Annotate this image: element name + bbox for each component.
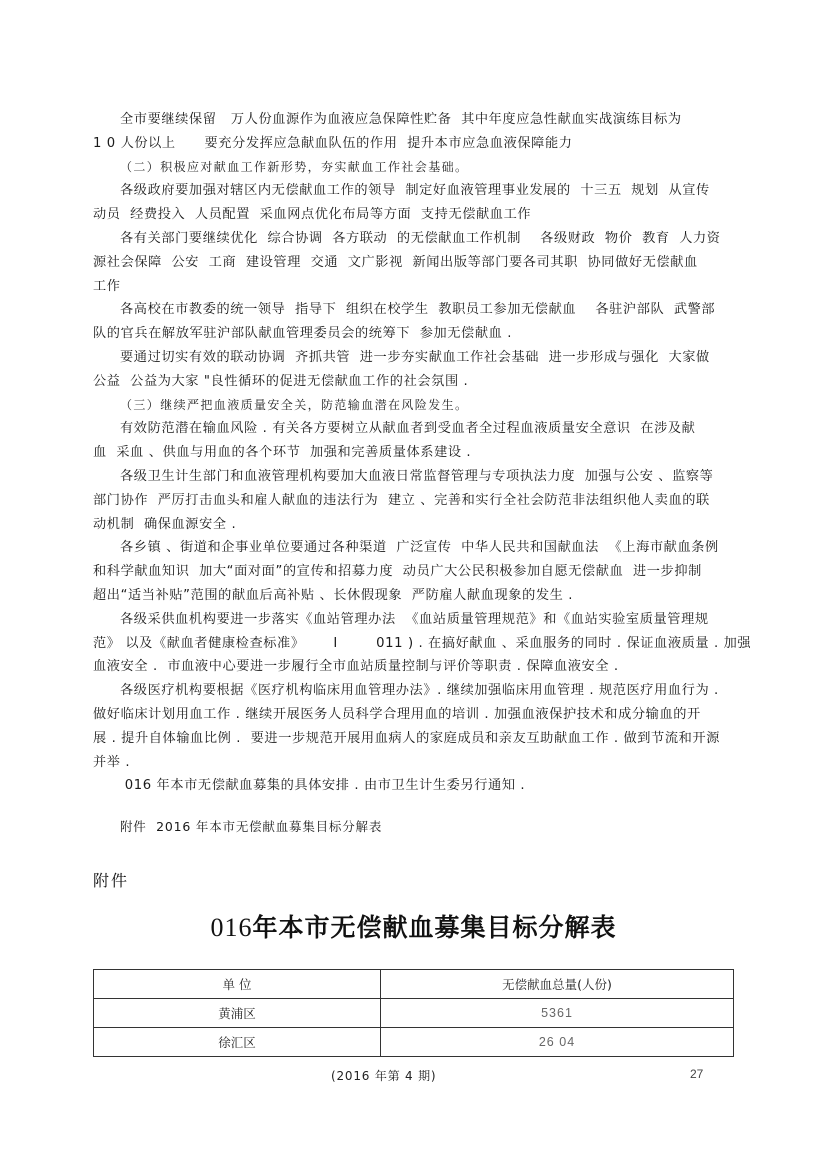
table-title-number: 016 (210, 913, 253, 942)
text-line: 各有关部门要继续优化 综合协调 各方联动 的无偿献血工作机制 各级财政 物价 教育 人力资 (120, 230, 721, 246)
target-table (93, 969, 734, 1057)
table-row (94, 999, 734, 1028)
text-line: 做好临床计划用血工作 . 继续开展医务人员科学合理用血的培训 . 加强血液保护技术和成分输血的开 (93, 706, 701, 722)
text-line: 血 采血 、供血与用血的各个环节 加强和完善质量体系建设 . (93, 445, 472, 461)
text-line: 各级采供血机构要进一步落实《血站管理办法 《血站质量管理规范》和《血站实验室质量管理规 (120, 611, 709, 627)
text-line: 部门协作 严厉打击血头和雇人献血的违法行为 建立 、完善和实行全社会防范非法组织他人卖血的联 (93, 492, 710, 508)
text-line: 016 年本市无偿献血募集的具体安排 . 由市卫生计生委另行通知 . (120, 778, 526, 794)
text-line: 各高校在市教委的统一领导 指导下 组织在校学生 教职员工参加无偿献血 各驻沪部队 武警部 (120, 302, 716, 318)
table-title-text: 年本市无偿献血募集目标分解表 (252, 913, 617, 942)
text-line: 公益 公益为大家 "良性循环的促进无偿献血工作的社会氛围 . (93, 373, 469, 389)
text-line: 并举 . (93, 754, 131, 770)
attachment-note: 附件 2016 年本市无偿献血募集目标分解表 (120, 819, 383, 834)
page-number: 27 (690, 1067, 704, 1081)
text-line: 各乡镇 、街道和企事业单位要通过各种渠道 广泛宣传 中华人民共和国献血法 《上海市献血条例 (120, 540, 719, 556)
header-total: 无偿献血总量(人份) (381, 970, 734, 999)
text-line: 工作 (93, 278, 121, 294)
cell-unit: 黄浦区 (94, 999, 381, 1028)
text-line: 和科学献血知识 加大“面对面”的宣传和招募力度 动员广大公民积极参加自愿无偿献血 进一步抑制 (93, 564, 702, 580)
text-line: 范》 以及《献血者健康检查标准》 I 011 ) . 在搞好献血 、采血服务的同时 . 保证血液质量 . 加强 (93, 635, 752, 651)
text-line: 各级卫生计生部门和血液管理机构要加大血液日常监督管理与专项执法力度 加强与公安 、监察等 (120, 468, 714, 484)
text-line: 血液安全 . 市血液中心要进一步履行全市血站质量控制与评价等职责 . 保障血液安全 . (93, 659, 619, 675)
text-line: 各级医疗机构要根据《医疗机构临床用血管理办法》. 继续加强临床用血管理 . 规范医疗用血行为 . (120, 683, 719, 699)
text-line: 动机制 确保血源安全 . (93, 516, 237, 532)
text-line: 全市要继续保留 万人份血源作为血液应急保障性贮备 其中年度应急性献血实战演练目标为 (120, 112, 682, 127)
attachment-label: 附件 (93, 871, 130, 890)
text-line: 要通过切实有效的联动协调 齐抓共管 进一步夯实献血工作社会基础 进一步形成与强化 大家做 (120, 349, 710, 365)
header-unit: 单 位 (94, 970, 381, 999)
text-line: 动员 经费投入 人员配置 采血网点优化布局等方面 支持无偿献血工作 (93, 207, 532, 223)
text-line: 队的官兵在解放军驻沪部队献血管理委员会的统筹下 参加无偿献血 . (93, 326, 513, 342)
footer-issue: (2016 年第 4 期) (331, 1069, 437, 1083)
text-line: 有效防范潜在输血风险 . 有关各方要树立从献血者到受血者全过程血液质量安全意识 在涉及献 (120, 421, 696, 437)
section-heading: （二）积极应对献血工作新形势，夯实献血工作社会基础。 (120, 159, 469, 174)
text-line: 源社会保障 公安 工商 建设管理 交通 文广影视 新闻出版等部门要各司其职 协同做好无偿献血 (93, 254, 698, 270)
section-heading: （三）继续严把血液质量安全关，防范输血潜在风险发生。 (120, 397, 469, 412)
table-header-row (94, 970, 734, 999)
text-line: 展 . 提升自体输血比例 . 要进一步规范开展用血病人的家庭成员和亲友互助献血工作 . 做到节流和开源 (93, 730, 720, 746)
cell-unit: 徐汇区 (94, 1028, 381, 1057)
table-row (94, 1028, 734, 1057)
cell-total: 26 04 (381, 1028, 734, 1057)
body-text (93, 108, 752, 798)
text-line: 超出“适当补贴”范围的献血后高补贴 、长休假现象 严防雇人献血现象的发生 . (93, 587, 574, 603)
table-title (0, 908, 827, 944)
text-line: 各级政府要加强对辖区内无偿献血工作的领导 制定好血液管理事业发展的 十三五 规划 从宣传 (120, 183, 710, 199)
text-line: 1 0 人份以上 要充分发挥应急献血队伍的作用 提升本市应急血液保障能力 (93, 135, 573, 151)
cell-total: 5361 (381, 999, 734, 1028)
